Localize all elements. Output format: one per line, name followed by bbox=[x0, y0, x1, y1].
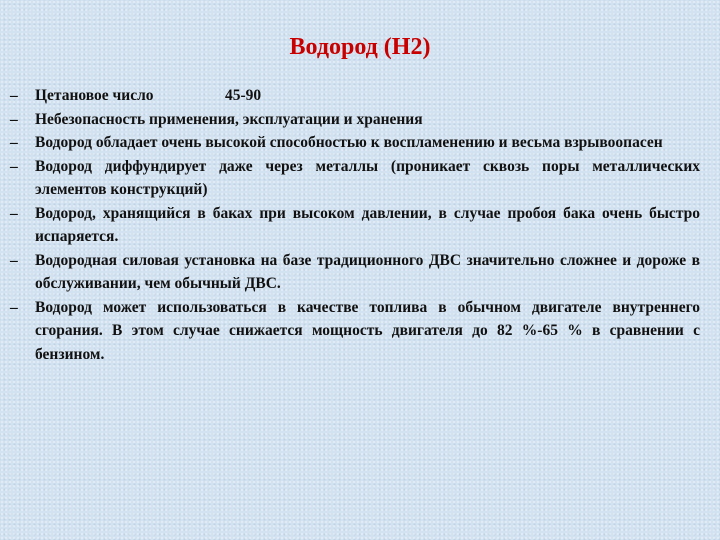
bullet-item bbox=[10, 131, 700, 155]
bullet-text: Водород диффундирует даже через металлы (проникает сквозь поры металлических элементов конструкций) bbox=[35, 157, 700, 198]
bullet-item-cetane bbox=[10, 84, 700, 108]
cetane-label: Цетановое число bbox=[35, 87, 154, 104]
bullet-text: Небезопасность применения, эксплуатации и хранения bbox=[35, 110, 423, 128]
bullet-item bbox=[10, 249, 700, 296]
bullet-item bbox=[10, 155, 700, 202]
bullet-text: Водород, хранящийся в баках при высоком давлении, в случае пробоя бака очень быстро испаряется. bbox=[35, 204, 700, 245]
dash-marker: – bbox=[10, 134, 18, 151]
bullet-text: Водород может использоваться в качестве топлива в обычном двигателе внутреннего сгорания. В этом случае снижается мощность двигателя до 82 %-65 % в сравнении с бензином. bbox=[35, 298, 700, 363]
dash-marker: – bbox=[10, 298, 18, 316]
dash-marker: – bbox=[10, 110, 18, 128]
dash-marker: – bbox=[10, 251, 18, 269]
dash-marker: – bbox=[10, 157, 18, 175]
dash-marker: – bbox=[10, 87, 18, 104]
cetane-value: 45-90 bbox=[225, 87, 262, 104]
bullet-item bbox=[10, 296, 700, 367]
slide-title: Водород (H2) bbox=[289, 34, 431, 60]
bullet-text: Водородная силовая установка на базе традиционного ДВС значительно сложнее и дороже в обслуживании, чем обычный ДВС. bbox=[35, 251, 700, 292]
dash-marker: – bbox=[10, 204, 18, 222]
bullet-list bbox=[10, 84, 700, 366]
bullet-text: Водород обладает очень высокой способностью к воспламенению и весьма взрывоопасен bbox=[35, 134, 663, 151]
bullet-item bbox=[10, 108, 700, 132]
bullet-item bbox=[10, 202, 700, 249]
